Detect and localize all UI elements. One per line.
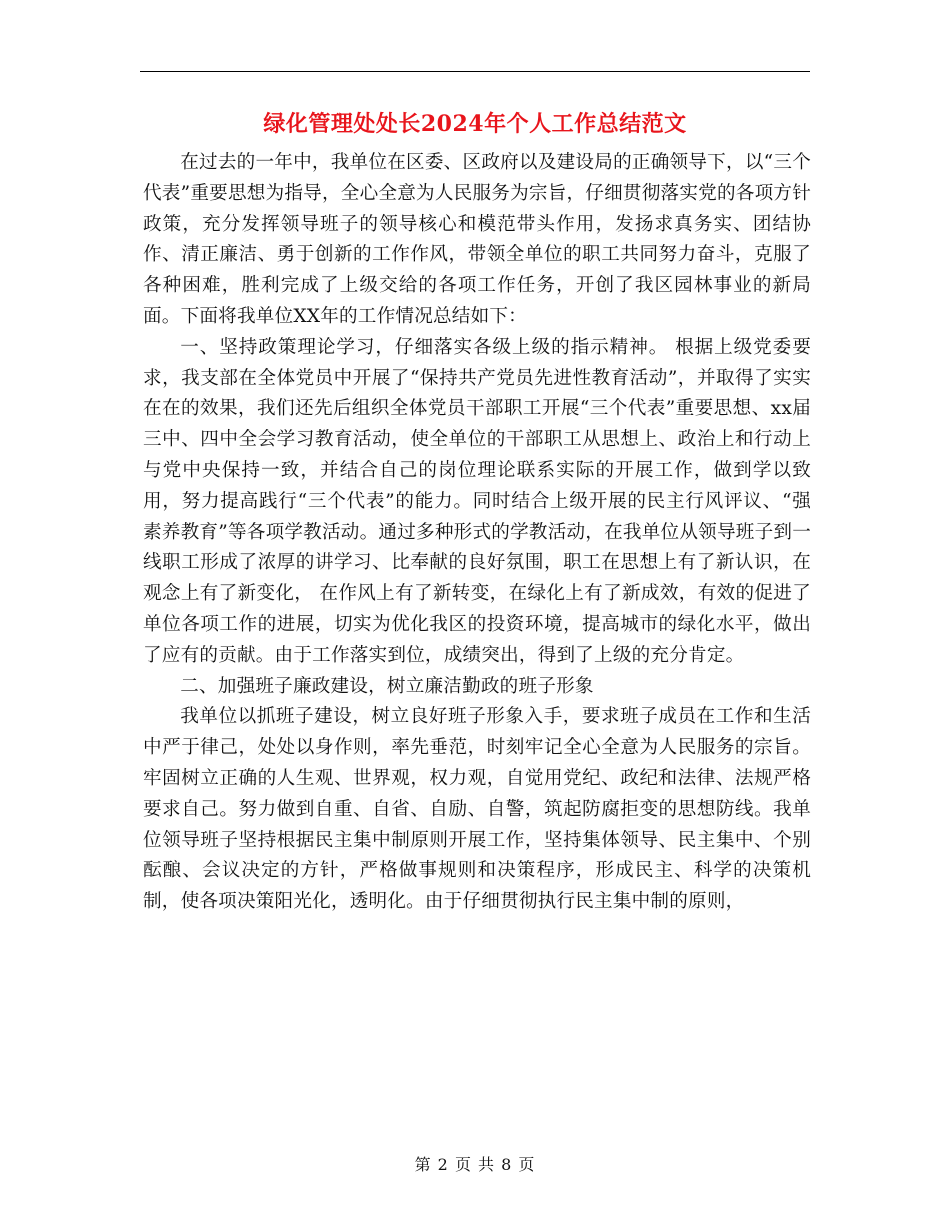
page-number-footer: 第 2 页 共 8 页 [414, 1155, 536, 1174]
body-paragraph-section-one: 一、坚持政策理论学习，仔细落实各级上级的指示精神。 根据上级党委要求，我支部在全体党员中开展了“保持共产党员先进性教育活动”，并取得了实实在在的效果，我们还先后组织全体党员干部职工开展“三个代表”重要思想、xx届三中、四中全会学习教育活动，使全单位的干部职工从思想上、政治上和行动上与党中央保持一致，并结合自己的岗位理论联系实际的开展工作，做到学以致用，努力提高践行“三个代表”的能力。同时结合上级开展的民主行风评议、“强素养教育”等各项学教活动。通过多种形式的学教活动，在我单位从领导班子到一线职工形成了浓厚的讲学习、比奉献的良好氛围，职工在思想上有了新认识，在观念上有了新变化， 在作风上有了新转变，在绿化上有了新成效，有效的促进了单位各项工作的进展，切实为优化我区的投资环境，提高城市的绿化水平，做出了应有的贡献。由于工作落实到位，成绩突出，得到了上级的充分肯定。 [143, 336, 811, 666]
document-body [143, 148, 811, 918]
header-rule [140, 71, 810, 72]
body-paragraph-intro: 在过去的一年中，我单位在区委、区政府以及建设局的正确领导下，以“三个代表”重要思想为指导，全心全意为人民服务为宗旨，仔细贯彻落实党的各项方针政策，充分发挥领导班子的领导核心和模范带头作用，发扬求真务实、团结协作、清正廉洁、勇于创新的工作作风，带领全单位的职工共同努力奋斗，克服了各种困难，胜利完成了上级交给的各项工作任务，开创了我区园林事业的新局面。下面将我单位XX年的工作情况总结如下： [143, 152, 811, 327]
section-heading-two: 二、加强班子廉政建设，树立廉洁勤政的班子形象 [180, 675, 594, 697]
body-paragraph-section-two: 我单位以抓班子建设，树立良好班子形象入手，要求班子成员在工作和生活中严于律己，处处以身作则，率先垂范，时刻牢记全心全意为人民服务的宗旨。牢固树立正确的人生观、世界观，权力观，自觉用党纪、政纪和法律、法规严格要求自己。努力做到自重、自省、自励、自警，筑起防腐拒变的思想防线。我单位领导班子坚持根据民主集中制原则开展工作，坚持集体领导、民主集中、个别酝酿、会议决定的方针，严格做事规则和决策程序，形成民主、科学的决策机制，使各项决策阳光化，透明化。由于仔细贯彻执行民主集中制的原则， [143, 706, 811, 913]
document-title: 绿化管理处处长2024年个人工作总结范文 [263, 111, 687, 137]
